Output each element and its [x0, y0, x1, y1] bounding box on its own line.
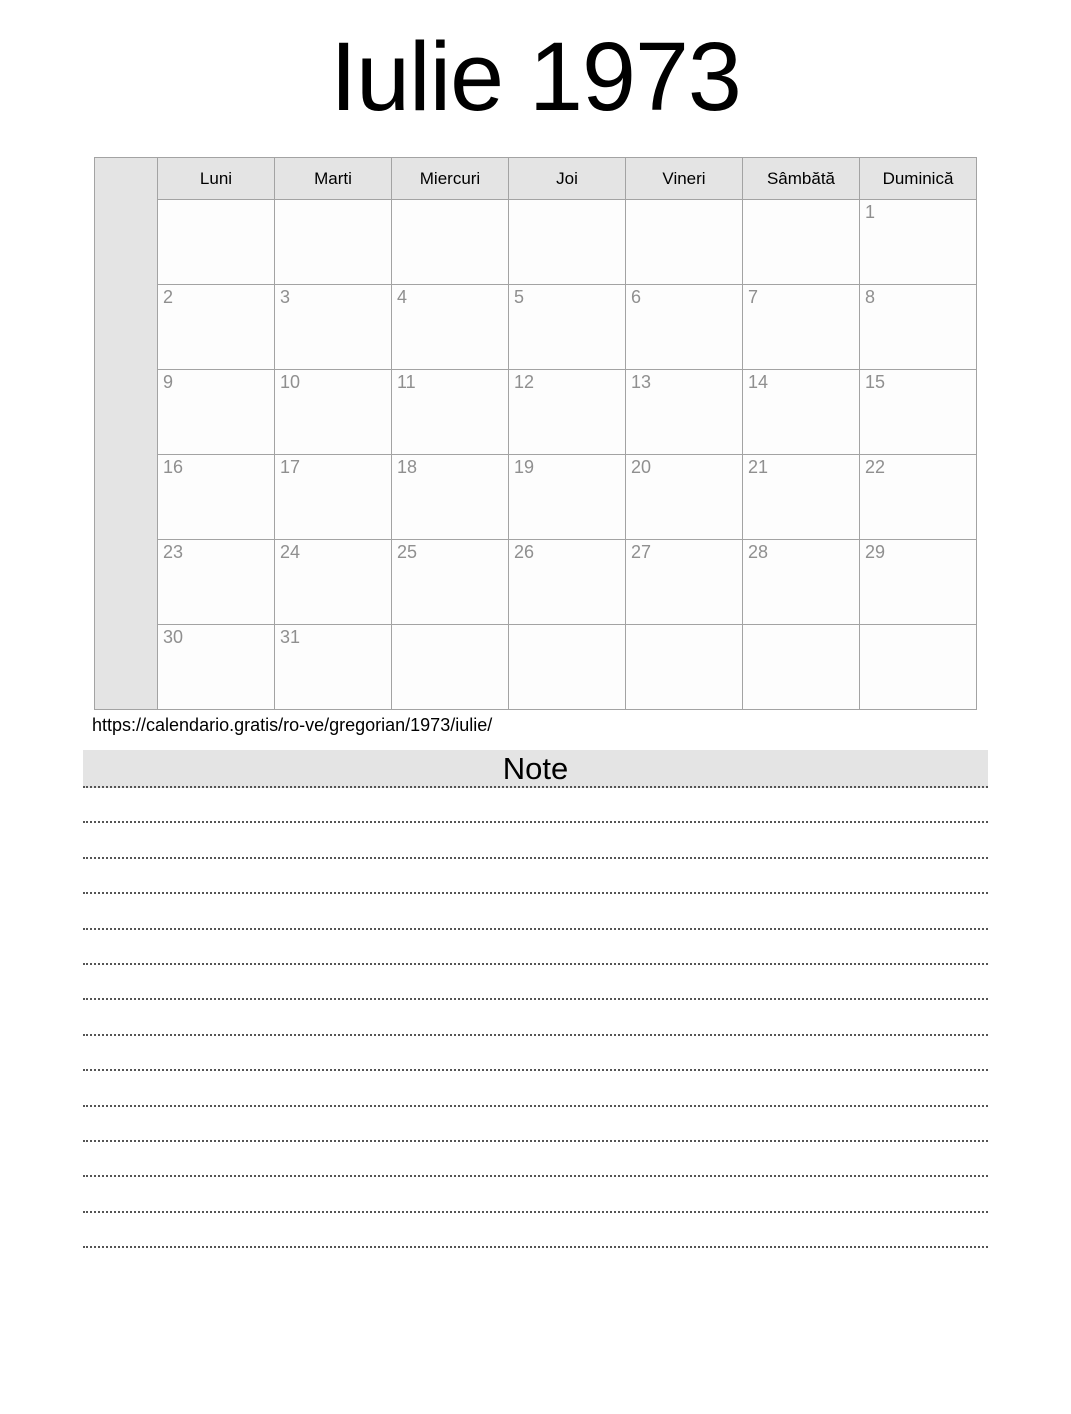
calendar-day-cell: 17 — [275, 455, 392, 540]
calendar-day-cell: 23 — [158, 540, 275, 625]
weekday-header-vineri: Vineri — [626, 158, 743, 200]
calendar-day-cell: 5 — [509, 285, 626, 370]
week-row-6 — [95, 625, 977, 710]
note-line — [83, 1000, 988, 1035]
calendar-day-cell — [158, 200, 275, 285]
calendar-day-cell: 10 — [275, 370, 392, 455]
calendar-day-cell: 13 — [626, 370, 743, 455]
source-url: https://calendario.gratis/ro-ve/gregorian/1973/iulie/ — [92, 715, 493, 735]
note-line — [83, 788, 988, 823]
weekday-header-duminica: Duminică — [860, 158, 977, 200]
calendar-day-cell: 26 — [509, 540, 626, 625]
calendar-day-cell: 3 — [275, 285, 392, 370]
calendar-day-cell — [509, 625, 626, 710]
calendar-day-cell — [860, 625, 977, 710]
note-line — [83, 1107, 988, 1142]
note-line — [83, 1213, 988, 1248]
week-row-1 — [95, 200, 977, 285]
calendar-day-cell: 18 — [392, 455, 509, 540]
week-row-5 — [95, 540, 977, 625]
calendar-day-cell: 28 — [743, 540, 860, 625]
calendar-day-cell: 22 — [860, 455, 977, 540]
calendar-day-cell: 16 — [158, 455, 275, 540]
calendar-day-cell: 2 — [158, 285, 275, 370]
note-section — [83, 750, 988, 1248]
calendar-day-cell — [509, 200, 626, 285]
page-title: Iulie 1973 — [330, 22, 741, 131]
week-row-3 — [95, 370, 977, 455]
week-row-4 — [95, 455, 977, 540]
calendar-day-cell — [392, 625, 509, 710]
calendar-day-cell: 21 — [743, 455, 860, 540]
calendar-day-cell: 9 — [158, 370, 275, 455]
note-line — [83, 1142, 988, 1177]
note-line — [83, 1071, 988, 1106]
calendar-day-cell — [626, 625, 743, 710]
weekday-header-joi: Joi — [509, 158, 626, 200]
calendar-day-cell — [626, 200, 743, 285]
calendar-day-cell: 31 — [275, 625, 392, 710]
calendar-day-cell: 27 — [626, 540, 743, 625]
calendar-day-cell: 6 — [626, 285, 743, 370]
calendar-table — [94, 157, 977, 710]
week-row-2 — [95, 285, 977, 370]
calendar-day-cell: 19 — [509, 455, 626, 540]
note-line — [83, 1177, 988, 1212]
week-gutter — [95, 158, 158, 710]
weekday-header-sambata: Sâmbătă — [743, 158, 860, 200]
calendar-day-cell — [743, 625, 860, 710]
note-lines — [83, 788, 988, 1248]
weekday-header-luni: Luni — [158, 158, 275, 200]
weekday-header-marti: Marti — [275, 158, 392, 200]
note-line — [83, 894, 988, 929]
calendar-day-cell: 8 — [860, 285, 977, 370]
calendar-day-cell: 29 — [860, 540, 977, 625]
weekday-header-miercuri: Miercuri — [392, 158, 509, 200]
weekday-header-row — [95, 158, 977, 200]
calendar-day-cell: 1 — [860, 200, 977, 285]
note-line — [83, 1036, 988, 1071]
calendar-day-cell: 11 — [392, 370, 509, 455]
calendar-day-cell: 14 — [743, 370, 860, 455]
calendar-day-cell — [392, 200, 509, 285]
note-line — [83, 823, 988, 858]
note-line — [83, 965, 988, 1000]
note-line — [83, 930, 988, 965]
calendar-day-cell — [275, 200, 392, 285]
calendar-day-cell: 15 — [860, 370, 977, 455]
calendar-day-cell: 24 — [275, 540, 392, 625]
note-header: Note — [83, 750, 988, 788]
calendar-day-cell: 30 — [158, 625, 275, 710]
calendar-day-cell: 25 — [392, 540, 509, 625]
calendar-day-cell: 4 — [392, 285, 509, 370]
calendar-day-cell: 12 — [509, 370, 626, 455]
calendar-day-cell — [743, 200, 860, 285]
calendar-day-cell: 20 — [626, 455, 743, 540]
calendar-day-cell: 7 — [743, 285, 860, 370]
note-line — [83, 859, 988, 894]
